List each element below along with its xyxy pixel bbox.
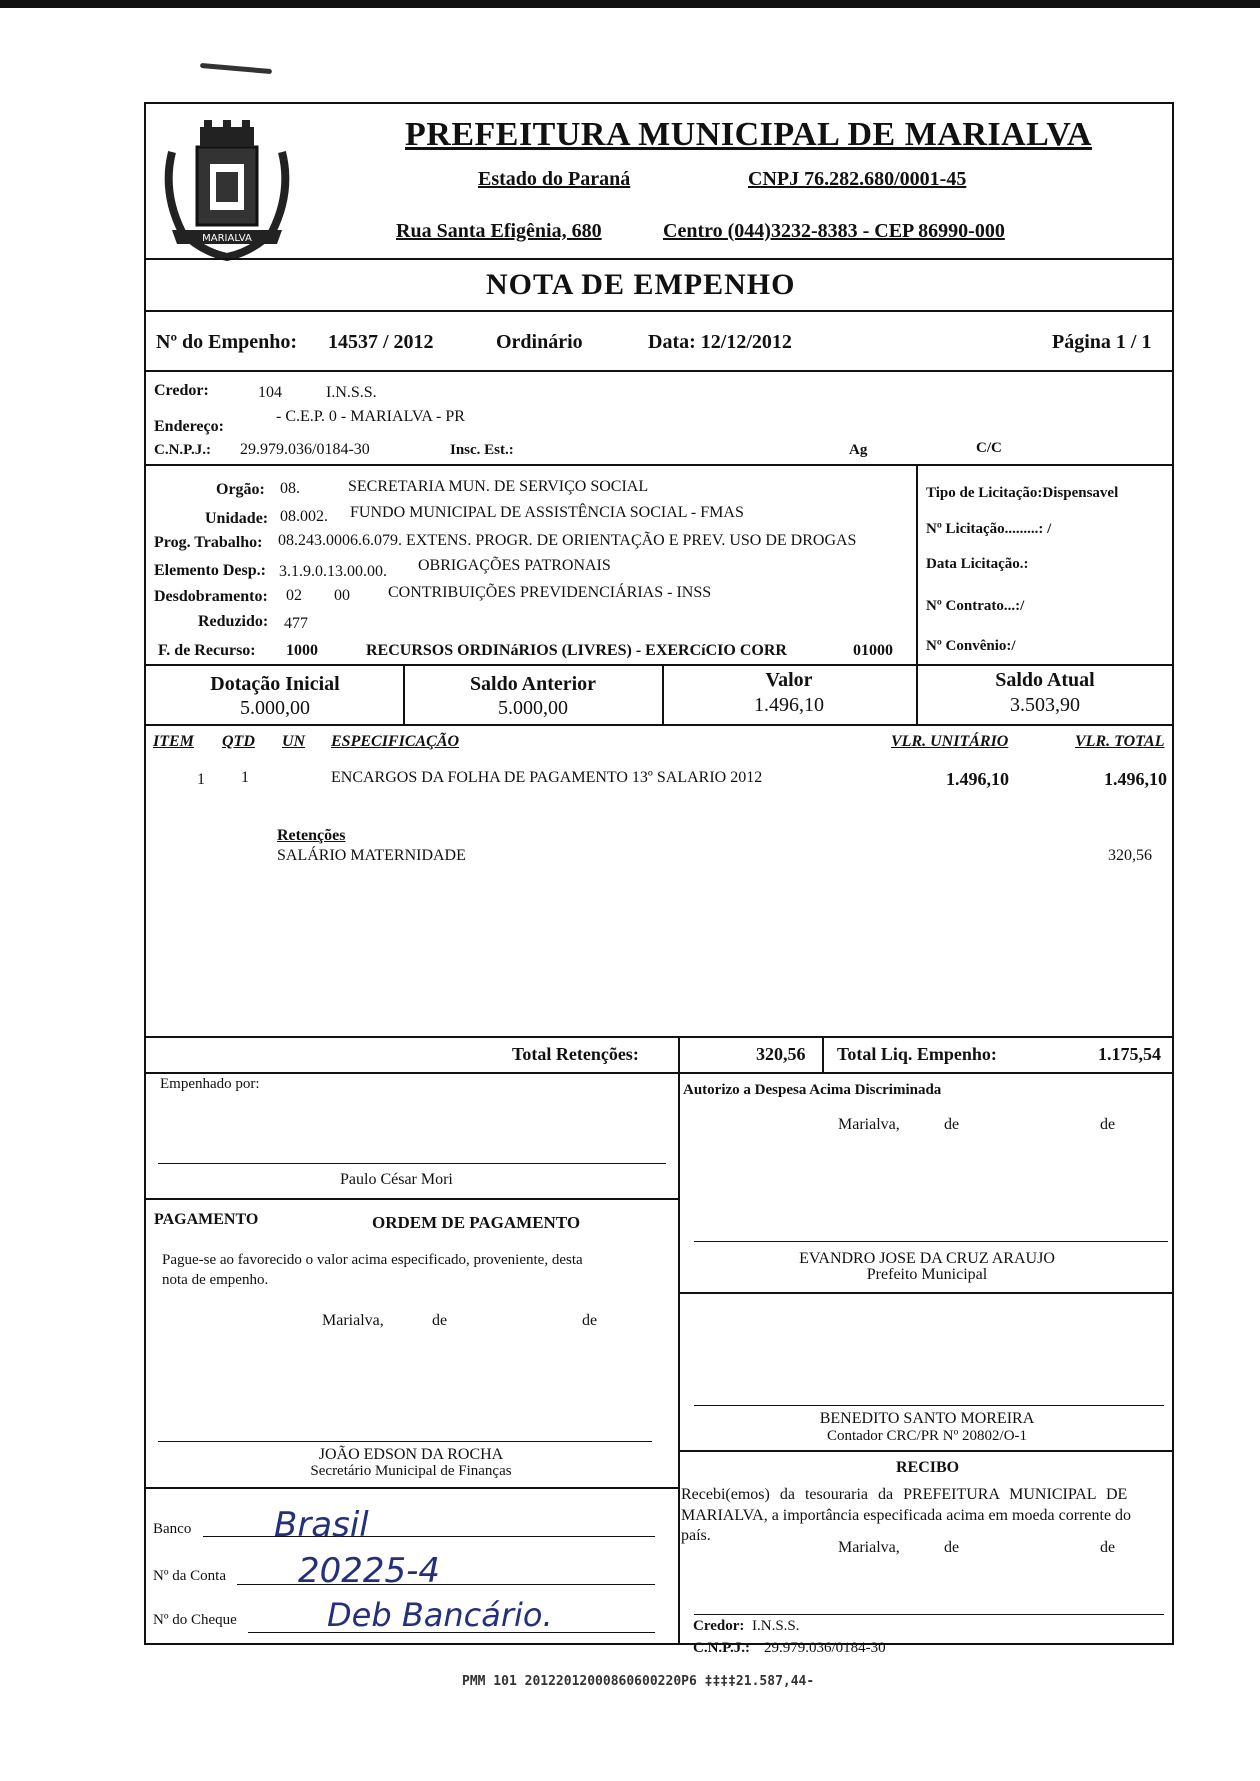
autorizo-de-2: de <box>1100 1116 1116 1133</box>
contador-nome: BENEDITO SANTO MOREIRA <box>819 1410 1035 1427</box>
endereco-label: Endereço: <box>154 418 224 435</box>
fonte-num: 01000 <box>853 642 893 659</box>
empenho-data: Data: 12/12/2012 <box>648 331 792 353</box>
desd-cod2: 00 <box>334 587 350 604</box>
scan-edge <box>0 0 1260 8</box>
credor-codigo: 104 <box>258 384 282 401</box>
insc-label: Insc. Est.: <box>450 442 514 458</box>
endereco: - C.E.P. 0 - MARIALVA - PR <box>276 408 465 425</box>
prefeito-nome: EVANDRO JOSE DA CRUZ ARAUJO <box>799 1250 1055 1267</box>
autorizo-label: Autorizo a Despesa Acima Discriminada <box>683 1082 942 1098</box>
divider <box>144 464 1174 466</box>
cnpj-prefeitura: CNPJ 76.282.680/0001-45 <box>748 168 967 190</box>
cnpj-label: C.N.P.J.: <box>154 442 211 458</box>
fonte-label: F. de Recurso: <box>158 642 256 659</box>
divider <box>678 1072 680 1645</box>
signature-line <box>694 1614 1164 1615</box>
secretario-cargo: Secretário Municipal de Finanças <box>310 1463 512 1479</box>
divider <box>144 664 1174 666</box>
divider <box>678 1292 1174 1294</box>
total-retencoes-valor: 320,56 <box>756 1044 806 1064</box>
dotacao-inicial-valor: 5.000,00 <box>240 697 310 719</box>
pagina: Página 1 / 1 <box>1052 331 1152 353</box>
reduzido-label: Reduzido: <box>198 613 269 630</box>
divider <box>144 310 1174 312</box>
divider <box>144 1198 678 1200</box>
conta-valor: 20225-4 <box>298 1551 441 1591</box>
row-item: 1 <box>197 771 205 788</box>
divider <box>822 1036 824 1072</box>
row-qtd: 1 <box>241 769 249 786</box>
fonte-desc: RECURSOS ORDINáRIOS (LIVRES) - EXERCíCIO CORR <box>366 642 787 659</box>
divider <box>144 1036 1174 1038</box>
col-especificacao: ESPECIFICAÇÃO <box>331 733 460 750</box>
retencao-valor: 320,56 <box>1108 847 1152 864</box>
unidade-desc: FUNDO MUNICIPAL DE ASSISTÊNCIA SOCIAL - FMAS <box>350 504 744 521</box>
total-liq-valor: 1.175,54 <box>1098 1044 1161 1064</box>
cc-label: C/C <box>976 440 1002 456</box>
dotacao-inicial-label: Dotação Inicial <box>210 673 340 695</box>
empenho-number: 14537 / 2012 <box>328 331 434 353</box>
prog-label: Prog. Trabalho: <box>154 534 263 551</box>
col-vlr-total: VLR. TOTAL <box>1075 733 1165 750</box>
seal-text: MARIALVA <box>202 233 252 244</box>
orgao-label: Orgão: <box>216 481 265 498</box>
recibo-cnpj-label: C.N.P.J.: <box>693 1640 750 1656</box>
credor-cnpj: 29.979.036/0184-30 <box>240 441 370 458</box>
unidade-label: Unidade: <box>205 510 269 527</box>
orgao-cod: 08. <box>280 480 300 497</box>
pagamento-texto-2: nota de empenho. <box>162 1272 269 1288</box>
autorizo-local: Marialva, <box>838 1116 900 1133</box>
desd-cod1: 02 <box>286 587 302 604</box>
total-retencoes-label: Total Retenções: <box>512 1044 639 1064</box>
cheque-valor: Deb Bancário. <box>327 1596 553 1634</box>
signature-line <box>158 1163 666 1164</box>
desd-label: Desdobramento: <box>154 588 268 605</box>
valor-valor: 1.496,10 <box>754 694 824 716</box>
orgao-desc: SECRETARIA MUN. DE SERVIÇO SOCIAL <box>348 478 649 495</box>
pagamento-local: Marialva, <box>322 1312 384 1329</box>
divider <box>916 464 918 664</box>
conta-label: Nº da Conta <box>153 1568 226 1584</box>
elem-label: Elemento Desp.: <box>154 562 266 579</box>
saldo-atual-label: Saldo Atual <box>995 669 1095 691</box>
numero-licitacao: Nº Licitação.........: / <box>926 521 1052 537</box>
address-rest: Centro (044)3232-8383 - CEP 86990-000 <box>663 220 1005 242</box>
empenho-number-label: Nº do Empenho: <box>156 331 298 353</box>
divider <box>678 1036 680 1072</box>
desd-desc: CONTRIBUIÇÕES PREVIDENCIÁRIAS - INSS <box>388 584 712 601</box>
secretario-nome: JOÃO EDSON DA ROCHA <box>318 1446 504 1463</box>
divider <box>144 724 1174 726</box>
divider <box>144 258 1174 260</box>
divider <box>144 370 1174 372</box>
col-qtd: QTD <box>222 733 255 750</box>
coat-of-arms-icon <box>152 112 302 262</box>
recibo-credor-label: Credor: <box>693 1618 745 1634</box>
recibo-texto-2: MARIALVA, a importância especificada acima em moeda corrente do <box>681 1507 1132 1524</box>
retencao-desc: SALÁRIO MATERNIDADE <box>277 847 466 864</box>
ordem-pagamento: ORDEM DE PAGAMENTO <box>372 1213 581 1232</box>
col-vlr-unitario: VLR. UNITÁRIO <box>891 733 1009 750</box>
recibo-local: Marialva, <box>838 1539 900 1556</box>
pagamento-texto-1: Pague-se ao favorecido o valor acima especificado, proveniente, desta <box>162 1252 583 1268</box>
empenho-tipo: Ordinário <box>496 331 583 353</box>
cheque-label: Nº do Cheque <box>153 1612 237 1628</box>
col-item: ITEM <box>153 733 194 750</box>
banco-label: Banco <box>153 1521 192 1537</box>
credor-nome: I.N.S.S. <box>326 384 377 401</box>
autorizo-de-1: de <box>944 1116 960 1133</box>
saldo-atual-valor: 3.503,90 <box>1010 694 1080 716</box>
recibo-credor: I.N.S.S. <box>752 1618 800 1634</box>
prefeito-cargo: Prefeito Municipal <box>866 1266 988 1283</box>
pagamento-de-2: de <box>582 1312 598 1329</box>
recibo-label: RECIBO <box>896 1459 960 1476</box>
credor-label: Credor: <box>154 382 209 399</box>
recibo-texto-3: país. <box>681 1527 711 1544</box>
numero-contrato: Nº Contrato...:/ <box>926 598 1025 614</box>
pagamento-label: PAGAMENTO <box>154 1211 259 1228</box>
contador-cargo: Contador CRC/PR Nº 20802/O-1 <box>826 1428 1028 1444</box>
divider <box>144 1487 678 1489</box>
elem-desc: OBRIGAÇÕES PATRONAIS <box>418 557 611 574</box>
reduzido-cod: 477 <box>284 615 308 632</box>
data-licitacao: Data Licitação.: <box>926 556 1029 572</box>
signature-line <box>694 1241 1168 1242</box>
row-vlr-total: 1.496,10 <box>1104 769 1167 789</box>
row-especificacao: ENCARGOS DA FOLHA DE PAGAMENTO 13º SALARIO 2012 <box>331 769 763 786</box>
row-vlr-unitario: 1.496,10 <box>946 769 1009 789</box>
prefeitura-title: PREFEITURA MUNICIPAL DE MARIALVA <box>405 116 1092 153</box>
pagamento-de-1: de <box>432 1312 448 1329</box>
divider <box>144 1072 1174 1074</box>
saldo-anterior-valor: 5.000,00 <box>498 697 568 719</box>
recibo-de-2: de <box>1100 1539 1116 1556</box>
total-liq-label: Total Liq. Empenho: <box>837 1044 997 1064</box>
valor-label: Valor <box>765 669 813 691</box>
ag-label: Ag <box>849 442 868 458</box>
saldo-anterior-label: Saldo Anterior <box>469 673 597 695</box>
col-un: UN <box>282 733 306 750</box>
address-street: Rua Santa Efigênia, 680 <box>396 220 602 242</box>
divider <box>403 664 405 724</box>
tipo-licitacao: Tipo de Licitação:Dispensavel <box>926 485 1119 501</box>
recibo-texto-1: Recebi(emos) da tesouraria da PREFEITURA MUNICIPAL DE <box>681 1486 1128 1503</box>
signature-line <box>694 1405 1164 1406</box>
doc-title: NOTA DE EMPENHO <box>486 268 796 301</box>
prog-desc: 08.243.0006.6.079. EXTENS. PROGR. DE ORIENTAÇÃO E PREV. USO DE DROGAS <box>278 532 857 549</box>
divider <box>678 1450 1174 1452</box>
scan-mark <box>200 63 272 74</box>
banco-line <box>203 1536 655 1537</box>
banco-valor: Brasil <box>274 1505 369 1545</box>
footer-code: PMM 101 20122012000860600220P6 ‡‡‡‡21.587,44- <box>462 1674 815 1689</box>
estado-text: Estado do Paraná <box>478 168 631 190</box>
signature-line <box>158 1441 652 1442</box>
recibo-cnpj: 29.979.036/0184-30 <box>764 1640 886 1656</box>
empenhado-label: Empenhado por: <box>160 1076 260 1092</box>
unidade-cod: 08.002. <box>280 508 328 525</box>
numero-convenio: Nº Convênio:/ <box>926 638 1016 654</box>
retencoes-label: Retenções <box>277 827 346 844</box>
recibo-de-1: de <box>944 1539 960 1556</box>
fonte-cod: 1000 <box>286 642 318 659</box>
elem-cod: 3.1.9.0.13.00.00. <box>279 563 387 580</box>
empenhado-nome: Paulo César Mori <box>340 1171 453 1188</box>
